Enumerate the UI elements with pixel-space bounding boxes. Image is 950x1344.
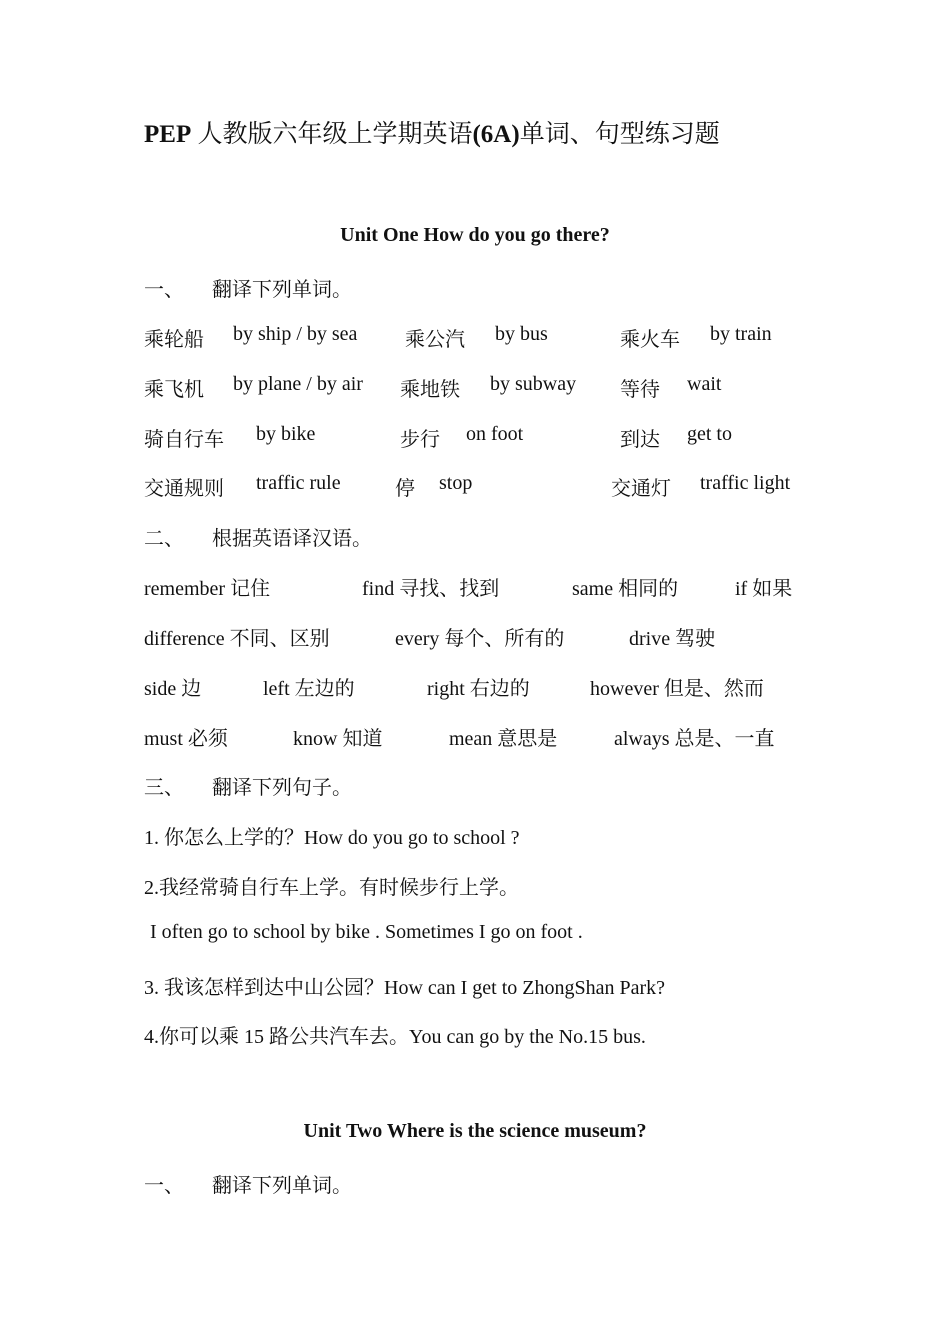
vocab-en: stop xyxy=(439,472,473,494)
word-entry: mean 意思是 xyxy=(449,728,558,750)
sentence-line: 3. 我该怎样到达中山公园？How can I get to ZhongShan Park? xyxy=(144,977,666,999)
vocab-en: by train xyxy=(710,323,772,345)
section-heading-2 xyxy=(144,522,372,551)
section-label: 翻译下列句子。 xyxy=(212,777,352,799)
vocab-en: traffic rule xyxy=(256,472,341,494)
vocab-cn: 乘公汽 xyxy=(405,329,465,351)
section-number: 二、 xyxy=(144,528,184,550)
sentence-line: 2.我经常骑自行车上学。有时候步行上学。 xyxy=(144,877,519,899)
section-label: 翻译下列单词。 xyxy=(212,1175,352,1197)
word-entry: must 必须 xyxy=(144,728,228,750)
vocab-en: by subway xyxy=(490,373,577,395)
word-entry: if 如果 xyxy=(735,578,793,600)
unit-one-title: Unit One How do you go there? xyxy=(340,224,610,246)
document-title xyxy=(144,114,720,150)
vocab-cn: 乘飞机 xyxy=(144,379,204,401)
section-label: 翻译下列单词。 xyxy=(212,279,352,301)
vocab-en: get to xyxy=(687,423,732,445)
word-entry: drive 驾驶 xyxy=(629,628,716,650)
vocab-en: by bus xyxy=(495,323,548,345)
section-heading-3 xyxy=(144,771,352,800)
unit-two-title: Unit Two Where is the science museum? xyxy=(303,1120,647,1142)
sentence-line: I often go to school by bike . Sometimes I go on foot . xyxy=(150,921,583,943)
section-number: 一、 xyxy=(144,1175,184,1197)
vocab-en: on foot xyxy=(466,423,524,445)
word-entry: every 每个、所有的 xyxy=(395,628,565,650)
sentence-line: 1. 你怎么上学的？How do you go to school ? xyxy=(144,827,520,849)
title-suffix: 单词、句型练习题 xyxy=(519,121,720,148)
vocab-en: wait xyxy=(687,373,722,395)
vocab-en: by plane / by air xyxy=(233,373,363,395)
vocab-cn: 停 xyxy=(395,478,415,500)
vocab-cn: 交通灯 xyxy=(611,478,671,500)
vocab-cn: 乘地铁 xyxy=(400,379,460,401)
vocab-en: by ship / by sea xyxy=(233,323,358,345)
word-entry: find 寻找、找到 xyxy=(362,578,500,600)
section-heading-1 xyxy=(144,273,352,302)
word-entry: know 知道 xyxy=(293,728,383,750)
vocab-cn: 交通规则 xyxy=(144,478,224,500)
word-entry: right 右边的 xyxy=(427,678,530,700)
word-entry: always 总是、一直 xyxy=(614,728,775,750)
word-entry: difference 不同、区别 xyxy=(144,628,330,650)
vocab-cn: 步行 xyxy=(400,429,440,451)
word-entry: however 但是、然而 xyxy=(590,678,764,700)
sentence-line: 4.你可以乘 15 路公共汽车去。You can go by the No.15 bus. xyxy=(144,1026,646,1048)
vocab-cn: 乘火车 xyxy=(620,329,680,351)
word-entry: same 相同的 xyxy=(572,578,679,600)
vocab-cn: 乘轮船 xyxy=(144,329,204,351)
title-middle: 人教版六年级上学期英语 xyxy=(191,121,473,148)
word-entry: left 左边的 xyxy=(263,678,355,700)
word-entry: side 边 xyxy=(144,678,202,700)
section-heading-4 xyxy=(144,1169,352,1198)
section-label: 根据英语译汉语。 xyxy=(212,528,372,550)
word-entry: remember 记住 xyxy=(144,578,271,600)
vocab-en: traffic light xyxy=(700,472,791,494)
vocab-cn: 骑自行车 xyxy=(144,429,224,451)
section-number: 一、 xyxy=(144,279,184,301)
vocab-cn: 到达 xyxy=(620,429,660,451)
vocab-cn: 等待 xyxy=(620,379,660,401)
title-prefix: PEP xyxy=(144,121,192,148)
section-number: 三、 xyxy=(144,777,184,799)
vocab-en: by bike xyxy=(256,423,316,445)
title-code: (6A) xyxy=(472,121,520,148)
